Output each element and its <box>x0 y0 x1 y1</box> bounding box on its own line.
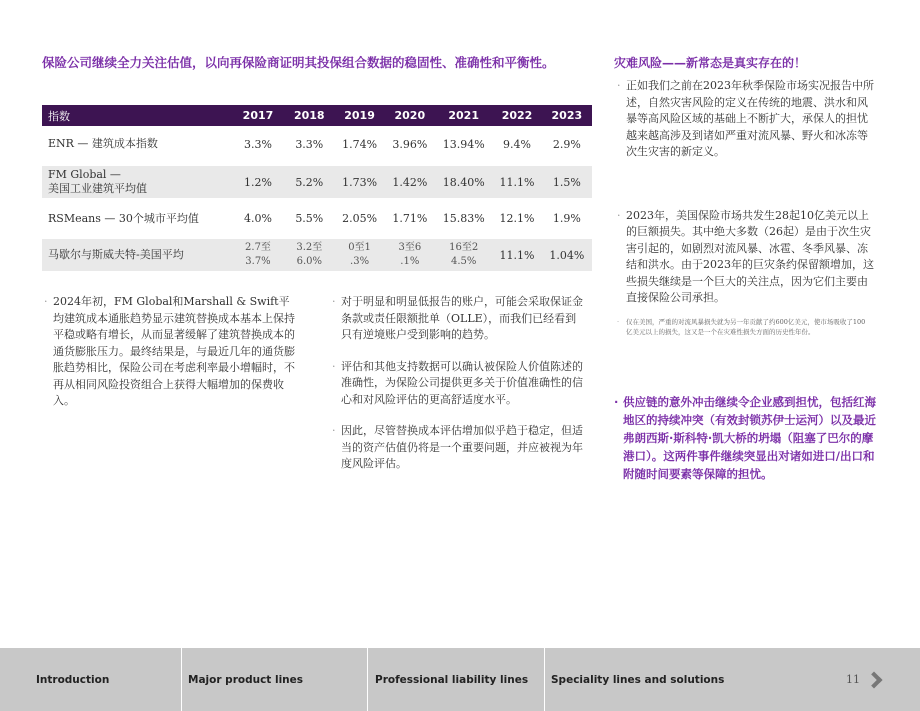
table-cell: 2.05% <box>334 200 384 237</box>
nav-tab-major-product-lines[interactable]: Major product lines <box>182 648 368 711</box>
table-cell <box>435 237 492 273</box>
cell-line: 0至1 <box>348 242 371 253</box>
footnote: · 仅在美国，严重的对流风暴损失就为另一年贡献了约600亿美元，使市场吸收了100亿美元以上的损失，这又是一个在灾难性损失方面的历史性年份。 <box>617 317 867 337</box>
table-cell: 5.2% <box>284 164 334 200</box>
cell-line: 16至2 <box>449 242 479 253</box>
footer-nav <box>0 648 920 711</box>
table-header-cell: 2018 <box>284 105 334 126</box>
table-cell: 1.5% <box>542 164 592 200</box>
page-headline: 保险公司继续全力关注估值，以向再保险商证明其投保组合数据的稳固性、准确性和平衡性。 <box>42 55 555 70</box>
cell-line: 4.5% <box>450 256 477 267</box>
index-name-line: FM Global — <box>48 168 121 181</box>
cell-line: .3% <box>350 256 370 267</box>
cell-line: 3.7% <box>245 256 271 267</box>
table-cell: 15.83% <box>435 200 492 237</box>
table-cell: 9.4% <box>492 126 541 164</box>
table-cell: 13.94% <box>435 126 492 164</box>
table-row <box>42 200 592 237</box>
table-cell: 5.5% <box>284 200 334 237</box>
table-header-row <box>42 105 592 126</box>
table-cell: 11.1% <box>492 164 541 200</box>
index-name-line: 美国工业建筑平均值 <box>48 182 147 195</box>
table-cell <box>385 237 435 273</box>
right-column <box>617 78 875 307</box>
table-cell <box>284 237 334 273</box>
nav-tab-professional-liability-lines[interactable]: Professional liability lines <box>368 648 545 711</box>
table-header-cell: 2017 <box>232 105 284 126</box>
table-cell: 2.9% <box>542 126 592 164</box>
table-cell: 12.1% <box>492 200 541 237</box>
table-header-cell: 2021 <box>435 105 492 126</box>
cell-line: 3.2至 <box>296 242 323 253</box>
table-cell: 1.04% <box>542 237 592 273</box>
nav-tab-speciality-lines[interactable]: Speciality lines and solutions <box>551 673 725 686</box>
index-name <box>42 164 232 200</box>
table-row <box>42 237 592 273</box>
table-cell: 1.2% <box>232 164 284 200</box>
cell-line: 2.7至 <box>245 242 271 253</box>
bullet-item: · 评估和其他支持数据可以确认被保险人价值陈述的准确性，为保险公司提供更多关于价值准确性的信心和对风险评估的更高舒适度水平。 <box>332 359 587 409</box>
table-header-cell: 指数 <box>42 105 232 126</box>
middle-column <box>332 294 587 488</box>
table-cell: 1.42% <box>385 164 435 200</box>
construction-cost-table <box>42 105 592 275</box>
table-header-cell: 2020 <box>385 105 435 126</box>
bullet-item: · 2024年初，FM Global和Marshall & Swift平均建筑成本通胀趋势显示建筑替换成本基本上保持平稳或略有增长，从而显著缓解了建筑替换成本的通货膨胀压力。最终结果是，与最近几年的通货膨胀趋势相比，保险公司在考虑利率最小增幅时，不再从相同风险投资组合上获得大幅增加的保费收入。 <box>44 294 299 410</box>
bullet-item: · 正如我们之前在2023年秋季保险市场实况报告中所述，自然灾害风险的定义在传统的地震、洪水和风暴等高风险区域的基础上不断扩大，承保人的担忧越来越高涉及到诸如严重对流风暴、野火和冰冻等次生灾害的新定义。 <box>617 78 875 161</box>
bullet-item: · 对于明显和明显低报告的账户，可能会采取保证金条款或责任限额批单（OLLE），而我们已经看到只有逆境账户受到影响的趋势。 <box>332 294 587 344</box>
table-cell: 18.40% <box>435 164 492 200</box>
table-cell: 11.1% <box>492 237 541 273</box>
cell-line: 6.0% <box>296 256 322 267</box>
index-name: RSMeans — 30个城市平均值 <box>42 200 232 237</box>
nav-tab-introduction[interactable]: Introduction <box>0 648 182 711</box>
table-cell: 1.9% <box>542 200 592 237</box>
table-cell: 3.3% <box>284 126 334 164</box>
cell-line: 3至6 <box>398 242 422 253</box>
table-cell: 1.73% <box>334 164 384 200</box>
left-column <box>44 294 299 425</box>
index-name: 马歇尔与斯威夫特-美国平均 <box>42 237 232 273</box>
table-row <box>42 126 592 164</box>
cell-line: .1% <box>400 256 420 267</box>
table-row <box>42 164 592 200</box>
table-cell: 3.3% <box>232 126 284 164</box>
bullet-item: · 2023年，美国保险市场共发生28起10亿美元以上的巨额损失。其中绝大多数（26起）是由于次生灾害引起的，如剧烈对流风暴、冰雹、冬季风暴、冻结和洪水。由于2023年的巨灾条约保留额增加，这些损失继续是一个巨大的关注点，因为它们主要由直接保险公司承担。 <box>617 208 875 307</box>
pager <box>825 648 920 711</box>
table-header-cell: 2022 <box>492 105 541 126</box>
table-cell: 4.0% <box>232 200 284 237</box>
table-header-cell: 2019 <box>334 105 384 126</box>
page-number: 11 <box>846 673 860 686</box>
supply-chain-callout: · 供应链的意外冲击继续令企业感到担忧，包括红海地区的持续冲突（有效封锁苏伊士运河）以及最近弗朗西斯·斯科特·凯大桥的坍塌（阻塞了巴尔的摩港口）。这两件事件继续突显出对诸如进口/出口和附随时间要素等保障的担忧。 <box>614 393 876 483</box>
bullet-item: · 因此，尽管替换成本评估增加似乎趋于稳定，但适当的资产估值仍将是一个重要问题，并应被视为年度风险评估。 <box>332 423 587 473</box>
catastrophe-risk-title: 灾难风险——新常态是真实存在的！ <box>614 56 807 70</box>
table-cell: 1.74% <box>334 126 384 164</box>
table-cell <box>232 237 284 273</box>
chevron-right-icon[interactable] <box>866 671 883 688</box>
table-header-cell: 2023 <box>542 105 592 126</box>
table-cell: 3.96% <box>385 126 435 164</box>
table-cell <box>334 237 384 273</box>
table-cell: 1.71% <box>385 200 435 237</box>
index-name: ENR — 建筑成本指数 <box>42 126 232 164</box>
